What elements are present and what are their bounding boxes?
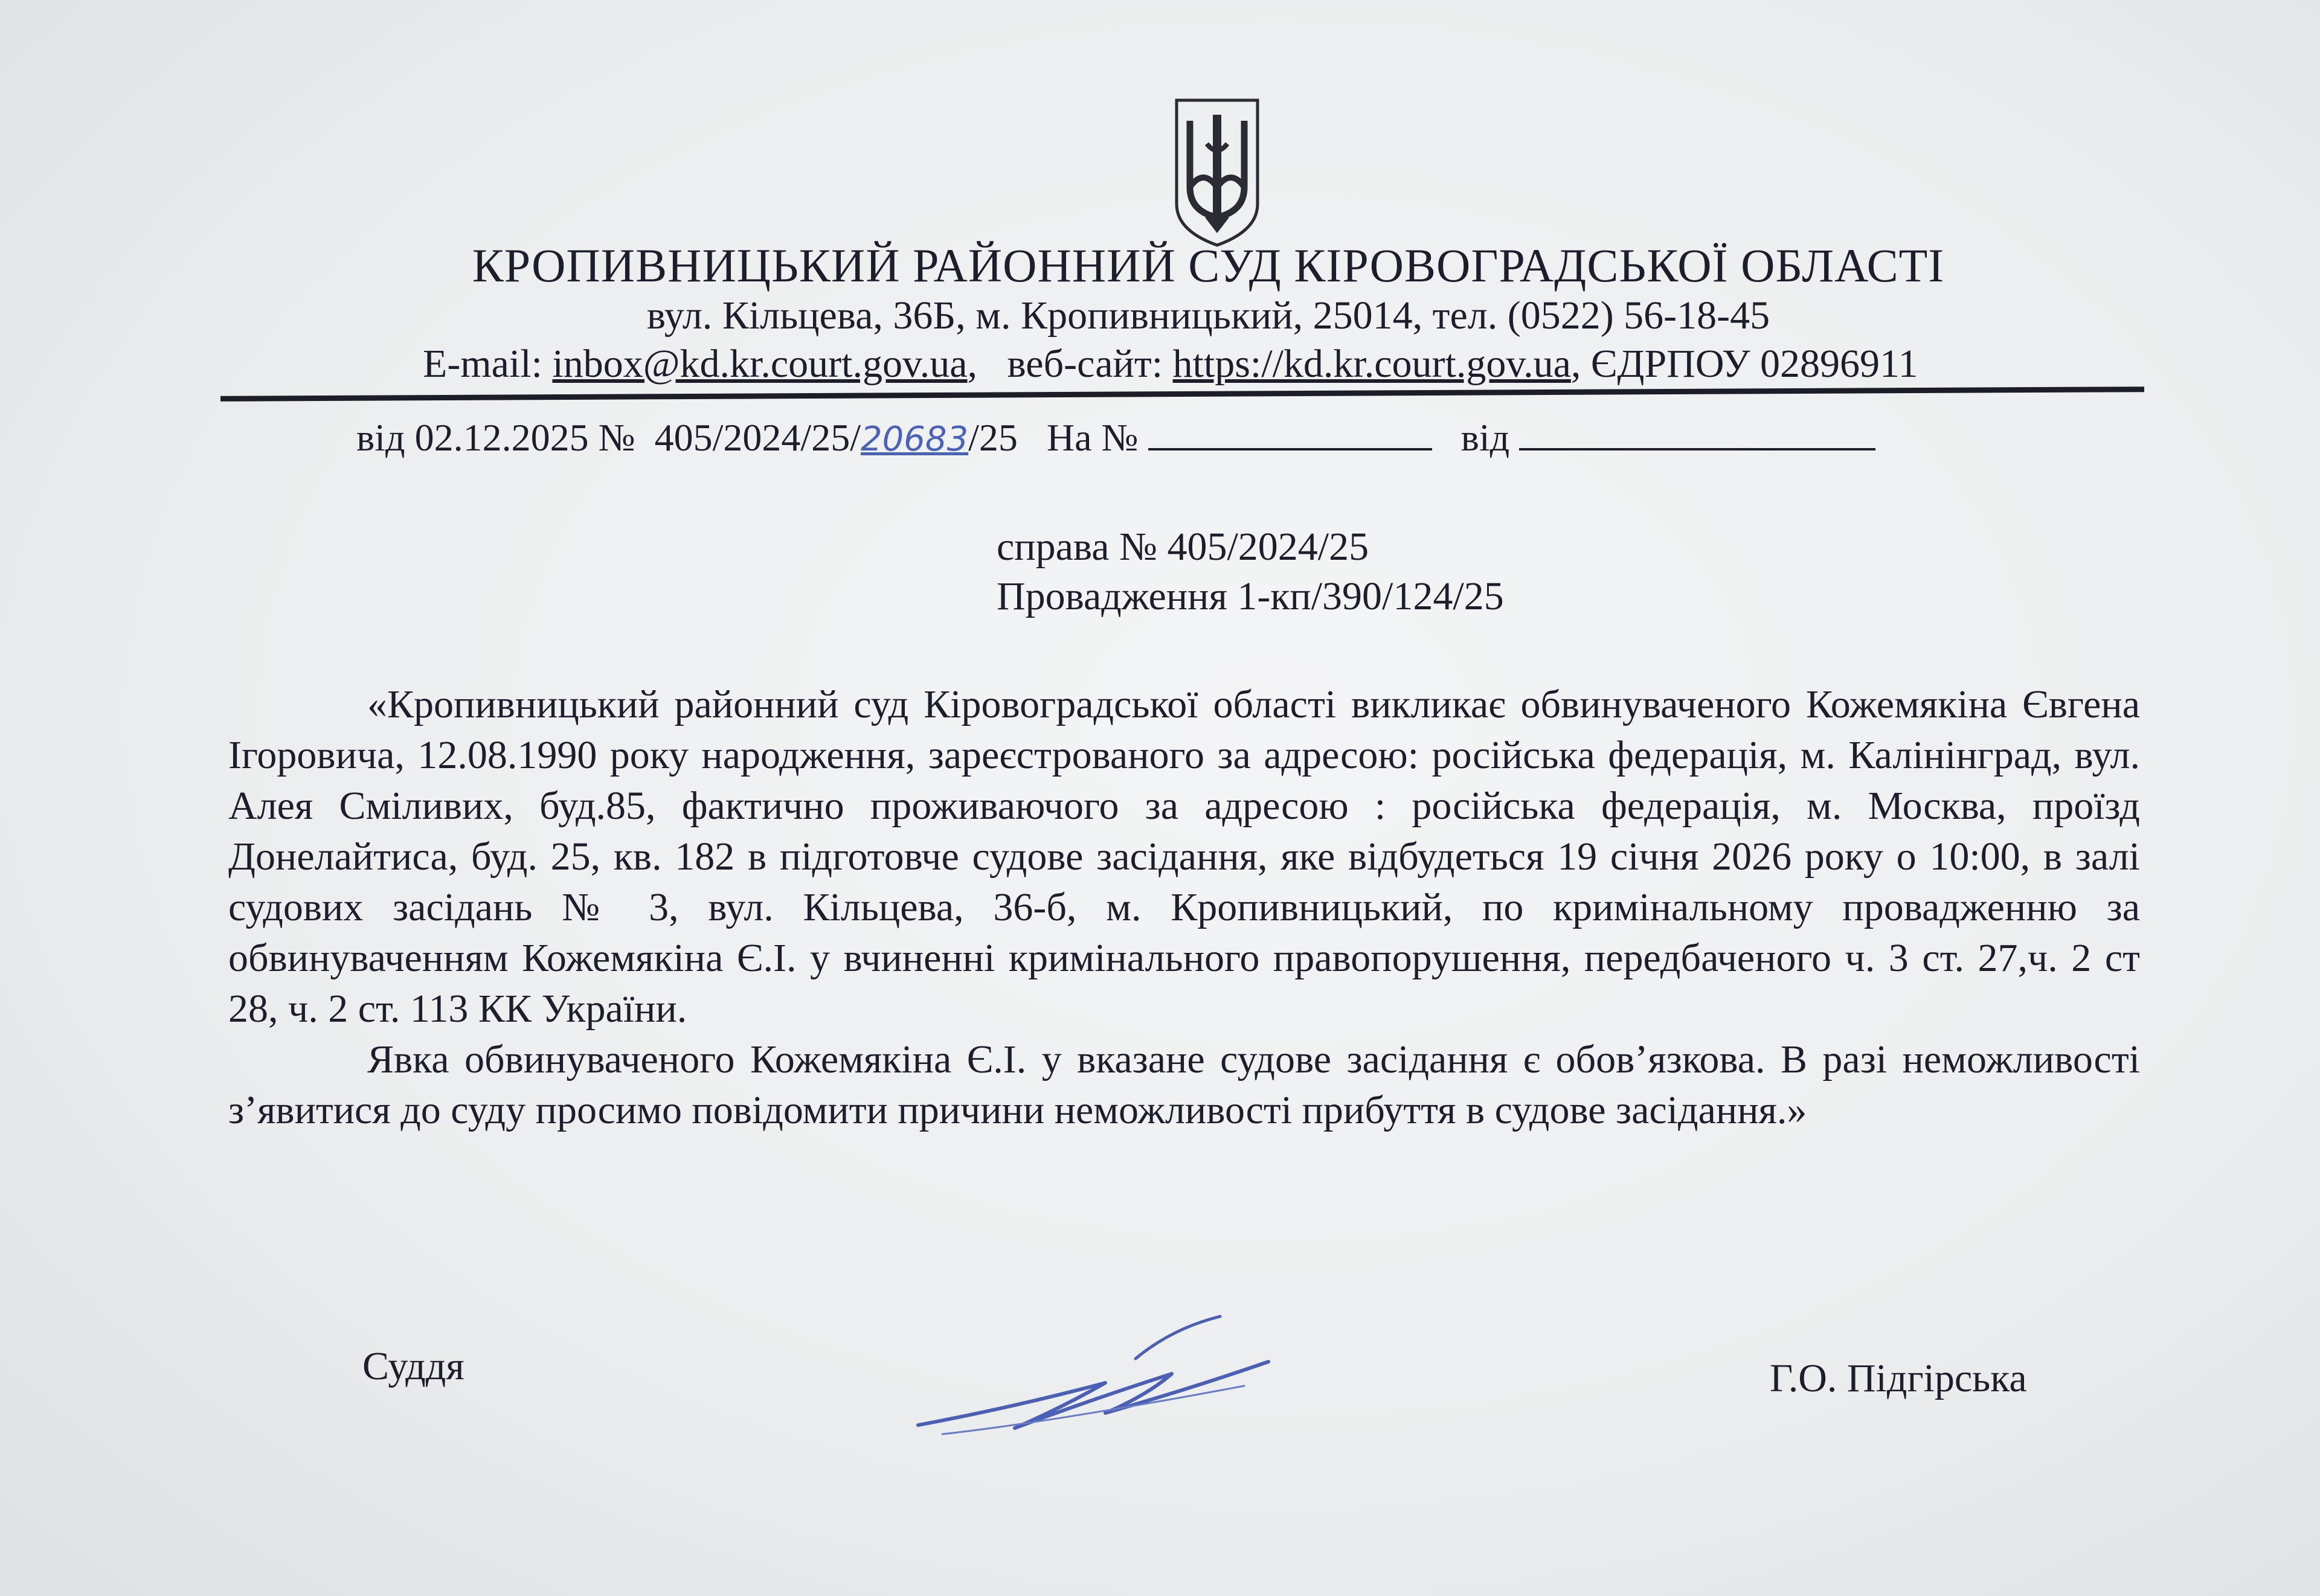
reference-line — [356, 415, 1875, 460]
website-label: веб-сайт: — [1007, 342, 1163, 386]
judge-title: Суддя — [362, 1344, 464, 1388]
reply-number-blank — [1148, 417, 1432, 450]
website-link[interactable]: https://kd.kr.court.gov.ua — [1172, 342, 1571, 386]
judge-name: Г.О. Підгірська — [1770, 1356, 2027, 1400]
email-link[interactable]: inbox@kd.kr.court.gov.ua — [552, 342, 968, 386]
outgoing-number-prefix: 405/2024/25/ — [654, 416, 861, 459]
edrpou-code: ЄДРПОУ 02896911 — [1590, 342, 1918, 386]
proceeding-number: Провадження 1-кп/390/124/25 — [997, 574, 1504, 618]
reply-label: На № — [1046, 416, 1139, 459]
outgoing-date: 02.12.2025 — [414, 416, 589, 459]
handwritten-signature — [906, 1304, 1293, 1461]
header-divider — [220, 386, 2144, 402]
court-contacts: E-mail: inbox@kd.kr.court.gov.ua, веб-сайт: https://kd.kr.court.gov.ua, ЄДРПОУ 02896911 — [423, 342, 1918, 386]
reply-from-label: від — [1460, 416, 1510, 459]
handwritten-number: 20683 — [860, 420, 969, 459]
court-name: КРОПИВНИЦЬКИЙ РАЙОННИЙ СУД КІРОВОГРАДСЬКОЇ ОБЛАСТІ — [472, 239, 1945, 292]
reply-date-blank — [1519, 417, 1875, 450]
court-address: вул. Кільцева, 36Б, м. Кропивницький, 25014, тел. (0522) 56-18-45 — [646, 293, 1770, 338]
case-number: справа № 405/2024/25 — [997, 525, 1369, 569]
number-label: № — [598, 416, 635, 459]
outgoing-number-suffix: /25 — [968, 416, 1018, 459]
summons-body — [228, 679, 2140, 1136]
trident-coat-of-arms-icon — [1172, 97, 1262, 248]
from-label: від — [356, 416, 405, 459]
summons-paragraph: «Кропивницький районний суд Кіровоградської області викликає обвинуваченого Кожемякіна Євгена Ігоровича, 12.08.1990 року народження, зареєстрованого за адресою: російська федерація, м. Калінінград, вул. Алея Сміливих, буд.85, фактично проживаючого за адресою : російська федерація, м. Москва, проїзд Донелайтиса, буд. 25, кв. 182 в підготовче судове засідання, яке відбудеться 19 січня 2026 року о 10:00, в залі судових засідань № 3, вул. Кільцева, 36-б, м. Кропивницький, по кримінальному провадженню за обвинуваченням Кожемякіна Є.І. у вчиненні кримінального правопорушення, передбаченого ч. 3 ст. 27,ч. 2 ст 28, ч. 2 ст. 113 КК України. — [228, 682, 2140, 1031]
email-label: E-mail: — [423, 342, 542, 386]
summons-paragraph: Явка обвинуваченого Кожемякіна Є.І. у вказане судове засідання є обов’язкова. В разі неможливості з’явитися до суду просимо повідомити причини неможливості прибуття в судове засідання.» — [228, 1037, 2140, 1132]
case-info — [997, 522, 1504, 621]
